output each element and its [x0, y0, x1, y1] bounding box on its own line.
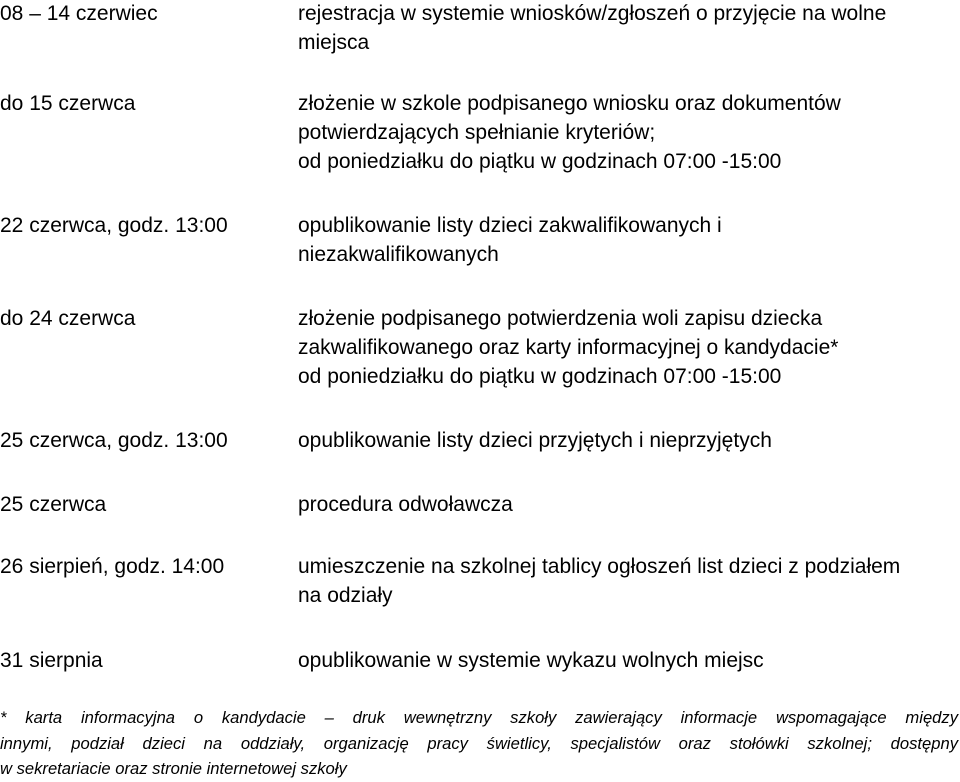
- description-line: opublikowanie w systemie wykazu wolnych miejsc: [298, 649, 764, 672]
- description-line: złożenie podpisanego potwierdzenia woli zapisu dziecka: [298, 307, 823, 330]
- description-line: potwierdzających spełnianie kryteriów;: [298, 121, 656, 144]
- schedule-date: 26 sierpień, godz. 14:00: [0, 555, 225, 578]
- schedule-date: do 15 czerwca: [0, 92, 136, 115]
- description-line: miejsca: [298, 31, 370, 54]
- schedule-description: [298, 646, 958, 675]
- schedule-description: [298, 304, 958, 391]
- description-line: na odziały: [298, 584, 393, 607]
- schedule-description: [298, 490, 958, 519]
- schedule-date: do 24 czerwca: [0, 307, 136, 330]
- description-line: procedura odwoławcza: [298, 493, 513, 516]
- description-line: opublikowanie listy dzieci zakwalifikowanych i: [298, 214, 722, 237]
- footnote-line: * karta informacyjna o kandydacie – druk wewnętrzny szkoły zawierający informacje wspomagające między: [0, 708, 958, 727]
- description-line: złożenie w szkole podpisanego wniosku oraz dokumentów: [298, 92, 841, 115]
- schedule-date: 31 sierpnia: [0, 649, 103, 672]
- description-line: niezakwalifikowanych: [298, 243, 499, 266]
- schedule-date: 25 czerwca: [0, 493, 107, 516]
- schedule-date: 08 – 14 czerwiec: [0, 2, 158, 25]
- description-line: od poniedziałku do piątku w godzinach 07:00 -15:00: [298, 150, 782, 173]
- schedule-description: [298, 552, 958, 610]
- description-line: umieszczenie na szkolnej tablicy ogłoszeń list dzieci z podziałem: [298, 555, 901, 578]
- description-line: opublikowanie listy dzieci przyjętych i nieprzyjętych: [298, 429, 772, 452]
- schedule-description: [298, 0, 958, 57]
- description-line: rejestracja w systemie wniosków/zgłoszeń o przyjęcie na wolne: [298, 2, 887, 25]
- description-line: od poniedziałku do piątku w godzinach 07:00 -15:00: [298, 365, 782, 388]
- schedule-date: 25 czerwca, godz. 13:00: [0, 429, 228, 452]
- schedule-description: [298, 89, 958, 176]
- schedule-description: [298, 426, 958, 455]
- schedule-description: [298, 211, 958, 269]
- footnote-line: innymi, podział dzieci na oddziały, organizację pracy świetlicy, specjalistów oraz stołówki szkolnej; dostępny: [0, 733, 958, 753]
- description-line: zakwalifikowanego oraz karty informacyjnej o kandydacie*: [298, 336, 839, 359]
- schedule-date: 22 czerwca, godz. 13:00: [0, 214, 228, 237]
- footnote: [0, 705, 958, 782]
- footnote-line: w sekretariacie oraz stronie internetowej szkoły: [0, 759, 347, 778]
